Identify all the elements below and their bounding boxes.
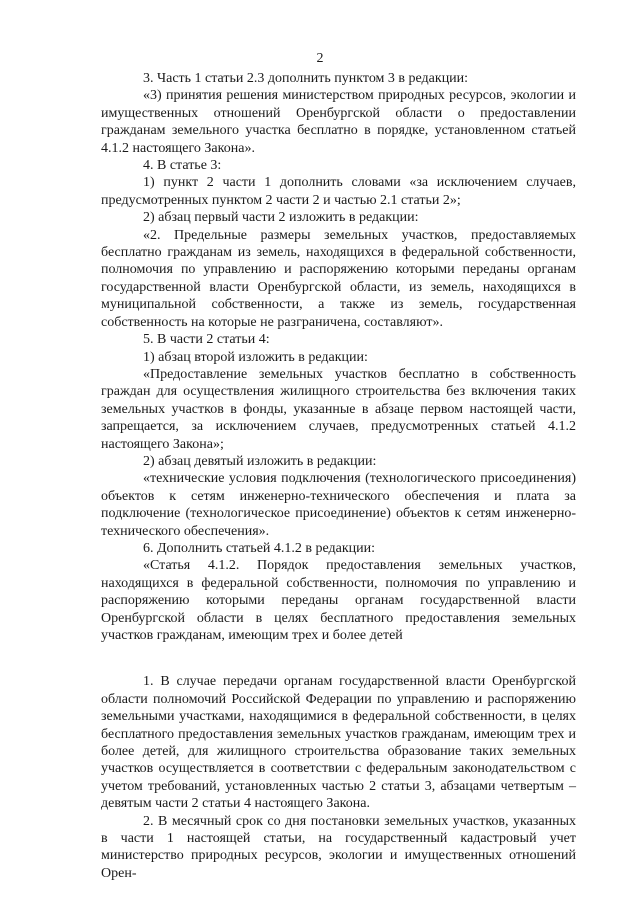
paragraph: 1) пункт 2 части 1 дополнить словами «за исключением случаев, предусмотренных пунктом 2 части 2 и частью 2.1 статьи 2»; xyxy=(101,175,576,208)
article-heading: «Статья 4.1.2. Порядок предоставления земельных участков, находящихся в федеральной собственности, полномочия по управлению и распоряжению которыми переданы органам государственной власти Оренбургской области в целях бесплатного предоставления земельных участков гражданам, имеющим трех и более детей xyxy=(101,558,576,643)
page-number: 2 xyxy=(316,51,324,66)
paragraph: 3. Часть 1 статьи 2.3 дополнить пунктом 3 в редакции: xyxy=(143,71,469,86)
paragraph: «3) принятия решения министерством природных ресурсов, экологии и имущественных отношений Оренбургской области о предоставлении гражданам земельного участка бесплатно в порядке, установленном статьей 4.1.2 настоящего Закона». xyxy=(101,88,576,156)
paragraph: 1) абзац второй изложить в редакции: xyxy=(143,349,368,365)
paragraph: «технические условия подключения (технологического присоединения) объектов к сетям инженерно-технического обеспечения и плата за подключение (технологическое присоединение) объектов к сетям инженерно-технического обеспечения». xyxy=(101,471,576,539)
paragraph: 2) абзац первый части 2 изложить в редакции: xyxy=(143,210,419,226)
paragraph: «Предоставление земельных участков бесплатно в собственность граждан для осуществления жилищного строительства без включения таких земельных участков в фонды, указанные в абзаце первом настоящей части, запрещается, за исключением случаев, предусмотренных статьей 4.1.2 настоящего Закона»; xyxy=(101,366,576,452)
paragraph: 2) абзац девятый изложить в редакции: xyxy=(143,453,377,469)
document-body xyxy=(101,70,576,882)
paragraph: 2. В месячный срок со дня постановки земельных участков, указанных в части 1 настоящей статьи, на государственный кадастровый учет министерство природных ресурсов, экологии и имущественных отношений Орен- xyxy=(101,813,576,881)
paragraph: 1. В случае передачи органам государственной власти Оренбургской области полномочий Российской Федерации по управлению и распоряжению земельными участками, находящимися в федеральной собственности, в целях бесплатного предоставления земельных участков гражданам, имеющим трех и более детей, для жилищного строительства образование таких земельных участков осуществляется в соответствии с федеральным законодательством с учетом требований, установленных частью 2 статьи 3, абзацами четвертым – девятым части 2 статьи 4 настоящего Закона. xyxy=(101,674,576,812)
paragraph: 6. Дополнить статьей 4.1.2 в редакции: xyxy=(143,540,376,556)
paragraph: «2. Предельные размеры земельных участков, предоставляемых бесплатно гражданам из земель, находящихся в федеральной собственности, полномочия по управлению и распоряжению которыми переданы органам государственной власти Оренбургской области, из земель, находящихся в муниципальной собственности, а также из земель, государственная собственность на которые не разграничена, составляют». xyxy=(101,227,576,330)
paragraph: 4. В статье 3: xyxy=(143,158,222,174)
paragraph: 5. В части 2 статьи 4: xyxy=(143,332,270,348)
section-gap xyxy=(101,644,576,673)
